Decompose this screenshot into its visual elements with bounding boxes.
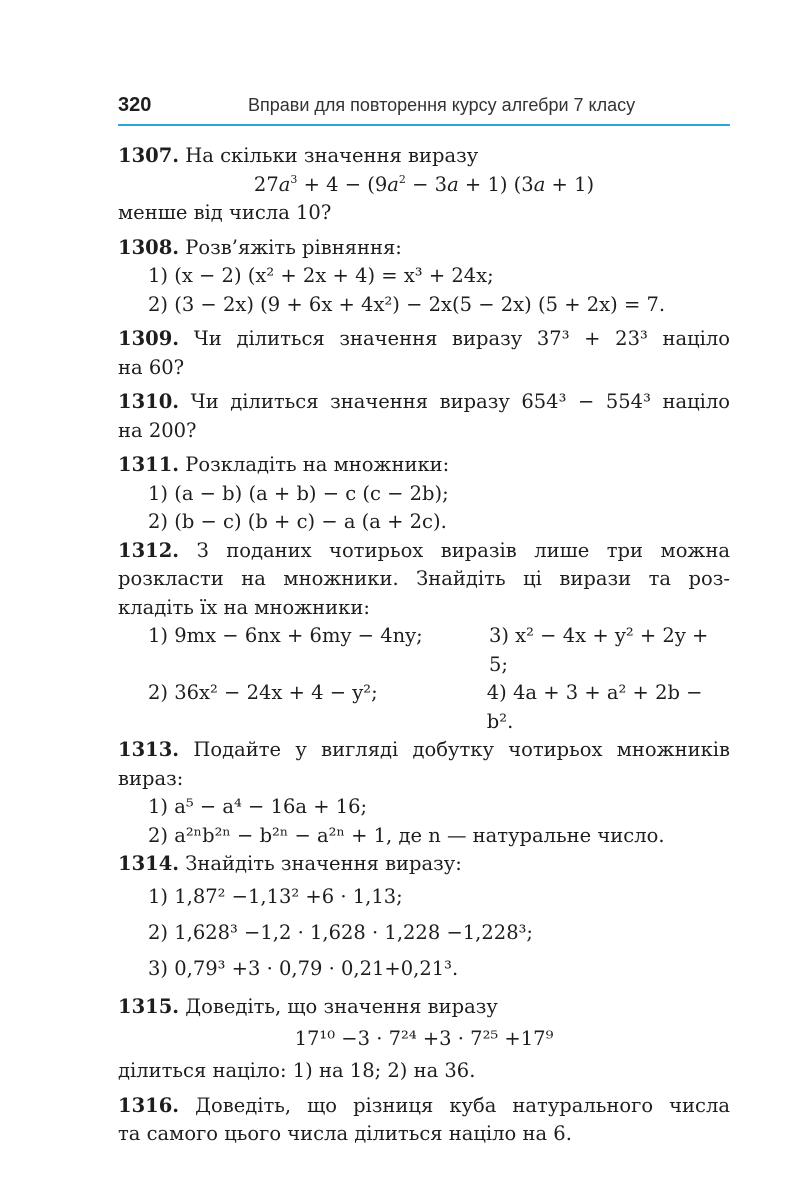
task-item: 1) a⁵ − a⁴ − 16a + 16;	[148, 795, 368, 818]
exercise-number: 1308.	[118, 235, 180, 259]
exercise-1315	[118, 993, 730, 1086]
task-item: 1) (x − 2) (x² + 2x + 4) = x³ + 24x;	[148, 264, 494, 287]
exercise-text-tail: на 60?	[118, 355, 185, 379]
exercise-1311	[118, 451, 730, 537]
exercise-text: Розкладіть на множники:	[185, 453, 450, 476]
exercise-text: Чи ділиться значення виразу 37³ + 23³ націло	[193, 327, 730, 350]
exercise-1313	[118, 736, 730, 850]
task-item: 2) (3 − 2x) (9 + 6x + 4x²) − 2x(5 − 2x) (5 + 2x) = 7.	[148, 292, 666, 316]
exercise-number: 1316.	[118, 1093, 180, 1117]
exercise-text-tail: менше від числа 10?	[118, 201, 332, 224]
exercise-number: 1313.	[118, 738, 180, 761]
task-item: 2) 36x² − 24x + 4 − y²;	[148, 681, 378, 704]
exercise-text: Розв’яжіть рівняння:	[185, 235, 402, 259]
task-item: 4) 4a + 3 + a² + 2b − b².	[486, 681, 703, 733]
exercise-text-tail: ділиться націло: 1) на 18; 2) на 36.	[118, 1059, 476, 1082]
exercise-text: Чи ділиться значення виразу 654³ − 554³ націло	[190, 390, 730, 413]
exercise-text-tail: та самого цього числа ділиться націло на 6.	[118, 1122, 572, 1145]
page-header	[118, 92, 730, 126]
exercise-number: 1312.	[118, 538, 180, 562]
page-number: 320	[118, 94, 152, 116]
exercise-text: Доведіть, що різниця куба натурального числа	[195, 1093, 730, 1117]
task-item: 2) (b − c) (b + c) − a (a + 2c).	[148, 510, 447, 533]
task-item: 1) (a − b) (a + b) − c (c − 2b);	[148, 481, 449, 505]
task-item: 2) 1,628³ −1,2 · 1,628 · 1,228 −1,228³;	[148, 920, 533, 944]
exercise-1314	[118, 850, 730, 987]
exercise-text: З поданих чотирьох виразів лише три можна	[196, 538, 730, 562]
exercise-text: Подайте у вигляді добутку чотирьох множників	[193, 738, 730, 761]
exercise-1312	[118, 537, 730, 737]
exercise-text-tail: на 200?	[118, 418, 197, 442]
exercise-number: 1310.	[118, 390, 180, 413]
expression: 17¹⁰ −3 · 7²⁴ +3 · 7²⁵ +17⁹	[294, 1027, 554, 1050]
exercise-1310	[118, 388, 730, 445]
exercise-number: 1314.	[118, 852, 180, 875]
exercise-list	[118, 142, 730, 1149]
exercise-1316	[118, 1092, 730, 1149]
task-item: 2) a²ⁿb²ⁿ − b²ⁿ − a²ⁿ + 1, де n — натуральне число.	[148, 823, 665, 847]
exercise-text-line: кладіть їх на множники:	[118, 595, 370, 619]
task-row	[118, 679, 730, 736]
task-item: 1) 9mx − 6nx + 6my − 4ny;	[148, 624, 423, 647]
running-title: Вправи для повторення курсу алгебри 7 класу	[248, 95, 636, 115]
exercise-text: Доведіть, що значення виразу	[185, 994, 498, 1018]
exercise-1307	[118, 142, 730, 228]
exercise-number: 1307.	[118, 144, 180, 167]
task-item: 3) x² − 4x + y² + 2y + 5;	[488, 624, 709, 676]
exercise-text: Знайдіть значення виразу:	[185, 852, 462, 875]
task-item: 3) 0,79³ +3 · 0,79 · 0,21+0,21³.	[148, 956, 459, 980]
expression: $27a^3 + 4 - (9a^2 - 3a + 1) (3a + 1)$	[253, 172, 595, 196]
task-item: 1) 1,87² −1,13² +6 · 1,13;	[148, 884, 403, 908]
exercise-text-line: розкласти на множники. Знайдіть ці вирази та роз-	[118, 567, 730, 590]
exercise-1309	[118, 325, 730, 382]
exercise-text: На скільки значення виразу	[185, 144, 479, 167]
exercise-number: 1311.	[118, 453, 180, 476]
exercise-1308	[118, 234, 730, 320]
task-row	[118, 622, 730, 679]
exercise-text-line: вираз:	[118, 766, 184, 790]
exercise-number: 1315.	[118, 994, 180, 1018]
exercise-number: 1309.	[118, 327, 180, 350]
